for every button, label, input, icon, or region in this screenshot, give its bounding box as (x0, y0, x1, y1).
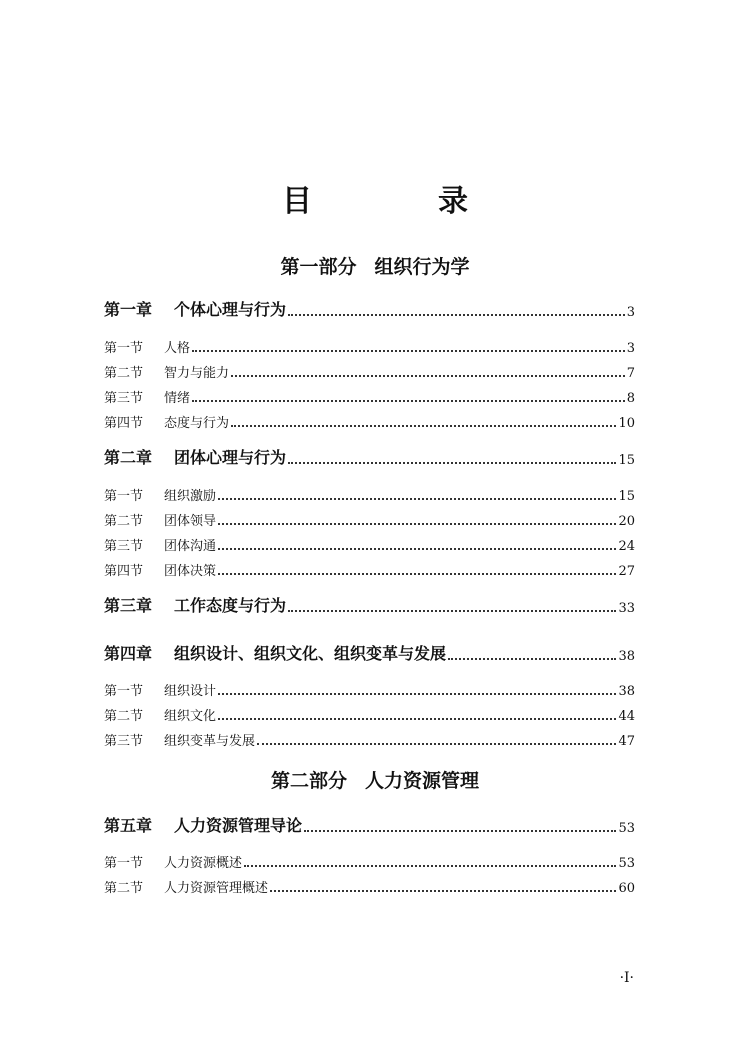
entry-number: 第三节 (104, 734, 144, 749)
toc-section[interactable] (104, 409, 635, 431)
entry-page: 53 (618, 856, 635, 871)
entry-title: 人格 (164, 341, 191, 356)
entry-page: 33 (618, 601, 635, 616)
entry-title: 人力资源管理导论 (174, 816, 303, 835)
toc-section[interactable] (104, 384, 635, 406)
entry-title: 团体领导 (164, 514, 217, 529)
entry-title: 智力与能力 (164, 366, 230, 381)
entry-title: 团体决策 (164, 564, 217, 579)
entry-number: 第四节 (104, 564, 144, 579)
entry-number: 第二节 (104, 366, 144, 381)
entry-title: 情绪 (164, 391, 191, 406)
entry-page: 15 (618, 453, 635, 468)
entry-page: 3 (626, 305, 635, 320)
entry-title: 人力资源管理概述 (164, 881, 269, 896)
leader-dots (218, 717, 616, 720)
entry-title: 态度与行为 (164, 416, 230, 431)
toc-chapter-2[interactable] (104, 446, 635, 468)
leader-dots (231, 374, 625, 377)
toc-chapter-5[interactable] (104, 814, 635, 836)
page-title: 目 录 (282, 184, 516, 219)
part-name: 组织行为学 (374, 256, 470, 278)
entry-number: 第三节 (104, 391, 144, 406)
toc-section[interactable] (104, 677, 635, 699)
toc-section[interactable] (104, 507, 635, 529)
entry-title: 组织激励 (164, 489, 217, 504)
entry-title: 团体心理与行为 (174, 448, 287, 467)
entry-number: 第二节 (104, 709, 144, 724)
entry-number: 第二节 (104, 881, 144, 896)
entry-number: 第二章 (104, 448, 153, 467)
leader-dots (270, 889, 616, 892)
entry-title: 组织变革与发展 (164, 734, 256, 749)
leader-dots (218, 572, 616, 575)
entry-number: 第三章 (104, 596, 153, 615)
toc-section[interactable] (104, 532, 635, 554)
entry-number: 第二节 (104, 514, 144, 529)
entry-page: 24 (618, 539, 635, 554)
part-name: 人力资源管理 (365, 770, 480, 792)
entry-number: 第一章 (104, 300, 153, 319)
toc-section[interactable] (104, 849, 635, 871)
entry-page: 8 (626, 391, 635, 406)
part-title-1 (0, 252, 750, 279)
leader-dots (257, 742, 616, 745)
entry-number: 第一节 (104, 489, 144, 504)
toc-section[interactable] (104, 557, 635, 579)
entry-page: 47 (618, 734, 635, 749)
entry-page: 53 (618, 821, 635, 836)
leader-dots (288, 461, 616, 464)
entry-title: 组织设计 (164, 684, 217, 699)
leader-dots (218, 497, 616, 500)
entry-title: 人力资源概述 (164, 856, 243, 871)
entry-page: 3 (626, 341, 635, 356)
leader-dots (244, 864, 616, 867)
part-title-2 (0, 766, 750, 793)
entry-page: 10 (618, 416, 635, 431)
leader-dots (192, 399, 625, 402)
toc-chapter-1[interactable] (104, 298, 635, 320)
entry-title: 团体沟通 (164, 539, 217, 554)
leader-dots (288, 313, 625, 316)
entry-title: 工作态度与行为 (174, 596, 287, 615)
entry-page: 27 (618, 564, 635, 579)
entry-page: 38 (618, 684, 635, 699)
entry-number: 第三节 (104, 539, 144, 554)
toc-section[interactable] (104, 874, 635, 896)
entry-page: 44 (618, 709, 635, 724)
leader-dots (192, 349, 625, 352)
entry-page: 20 (618, 514, 635, 529)
page-folio: ·Ⅰ· (619, 970, 634, 986)
entry-number: 第五章 (104, 816, 153, 835)
entry-page: 38 (618, 649, 635, 664)
entry-title: 组织文化 (164, 709, 217, 724)
toc-chapter-4[interactable] (104, 642, 635, 664)
toc-section[interactable] (104, 727, 635, 749)
entry-number: 第四节 (104, 416, 144, 431)
leader-dots (288, 609, 616, 612)
entry-number: 第一节 (104, 684, 144, 699)
entry-page: 60 (618, 881, 635, 896)
leader-dots (218, 522, 616, 525)
entry-title: 个体心理与行为 (174, 300, 287, 319)
entry-number: 第一节 (104, 341, 144, 356)
leader-dots (231, 424, 616, 427)
entry-page: 7 (626, 366, 635, 381)
leader-dots (448, 657, 616, 660)
part-label: 第一部分 (280, 256, 357, 278)
leader-dots (218, 547, 616, 550)
part-label: 第二部分 (270, 770, 347, 792)
toc-section[interactable] (104, 482, 635, 504)
entry-number: 第四章 (104, 644, 153, 663)
leader-dots (218, 692, 616, 695)
toc-section[interactable] (104, 334, 635, 356)
toc-section[interactable] (104, 702, 635, 724)
entry-page: 15 (618, 489, 635, 504)
leader-dots (304, 829, 616, 832)
entry-number: 第一节 (104, 856, 144, 871)
toc-chapter-3[interactable] (104, 594, 635, 616)
entry-title: 组织设计、组织文化、组织变革与发展 (174, 644, 447, 663)
toc-section[interactable] (104, 359, 635, 381)
